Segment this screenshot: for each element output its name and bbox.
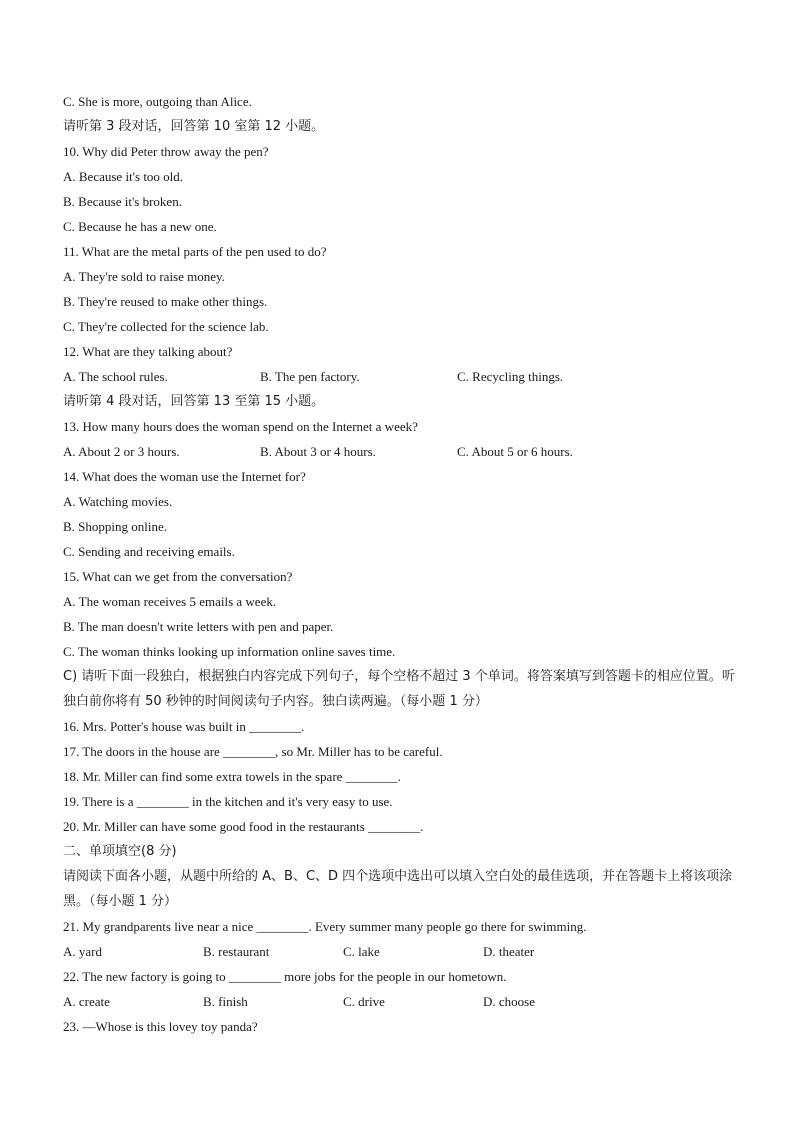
q19-sentence: 19. There is a ________ in the kitchen and it's very easy to use. <box>63 794 393 809</box>
q13-option-a: A. About 2 or 3 hours. <box>63 444 180 459</box>
q12-option-b: B. The pen factory. <box>260 369 360 384</box>
q13-options <box>63 439 743 464</box>
q14-option-b: B. Shopping online. <box>63 519 168 534</box>
section-2-instruction: 请阅读下面各小题，从题中所给的 A、B、C、D 四个选项中选出可以填入空白处的最佳选项，并在答题卡上将该项涂黑。（每小题 1 分） <box>63 869 733 909</box>
q11-question: 11. What are the metal parts of the pen used to do? <box>63 244 327 259</box>
q12-question: 12. What are they talking about? <box>63 344 233 359</box>
q12-option-a: A. The school rules. <box>63 369 168 384</box>
q21-options <box>63 939 743 964</box>
q14-option-a: A. Watching movies. <box>63 494 173 509</box>
exam-page <box>63 89 743 1039</box>
q13-option-b: B. About 3 or 4 hours. <box>260 444 376 459</box>
q15-question: 15. What can we get from the conversation? <box>63 569 293 584</box>
q21-option-b: B. restaurant <box>203 944 270 959</box>
q22-options <box>63 989 743 1014</box>
q22-option-d: D. choose <box>483 994 535 1009</box>
q11-option-c: C. They're collected for the science lab. <box>63 319 269 334</box>
q11-option-b: B. They're reused to make other things. <box>63 294 268 309</box>
q22-question: 22. The new factory is going to ________ more jobs for the people in our hometown. <box>63 969 507 984</box>
q21-option-a: A. yard <box>63 944 102 959</box>
q16-sentence: 16. Mrs. Potter's house was built in ________. <box>63 719 305 734</box>
q11-option-a: A. They're sold to raise money. <box>63 269 225 284</box>
q15-option-a: A. The woman receives 5 emails a week. <box>63 594 277 609</box>
q13-option-c: C. About 5 or 6 hours. <box>457 444 573 459</box>
q15-option-c: C. The woman thinks looking up information online saves time. <box>63 644 396 659</box>
q14-option-c: C. Sending and receiving emails. <box>63 544 235 559</box>
q12-option-c: C. Recycling things. <box>457 369 564 384</box>
q22-option-b: B. finish <box>203 994 248 1009</box>
q22-option-a: A. create <box>63 994 110 1009</box>
q13-question: 13. How many hours does the woman spend on the Internet a week? <box>63 419 418 434</box>
q12-options <box>63 364 743 389</box>
section-c-instruction: C) 请听下面一段独白，根据独白内容完成下列句子，每个空格不超过 3 个单词。将答案填写到答题卡的相应位置。听独白前你将有 50 秒钟的时间阅读句子内容。独白读两遍。（每小题 1 分） <box>63 669 735 709</box>
q23-question: 23. —Whose is this lovey toy panda? <box>63 1019 258 1034</box>
q10-question: 10. Why did Peter throw away the pen? <box>63 144 269 159</box>
q14-question: 14. What does the woman use the Internet for? <box>63 469 306 484</box>
q21-option-d: D. theater <box>483 944 535 959</box>
q10-option-c: C. Because he has a new one. <box>63 219 217 234</box>
q10-option-b: B. Because it's broken. <box>63 194 182 209</box>
q17-sentence: 17. The doors in the house are ________, so Mr. Miller has to be careful. <box>63 744 443 759</box>
q22-option-c: C. drive <box>343 994 385 1009</box>
q21-question: 21. My grandparents live near a nice ________. Every summer many people go there for swimming. <box>63 919 587 934</box>
q9-option-c: C. She is more, outgoing than Alice. <box>63 94 252 109</box>
dialogue-4-instruction: 请听第 4 段对话，回答第 13 至第 15 小题。 <box>63 394 325 409</box>
dialogue-3-instruction: 请听第 3 段对话，回答第 10 室第 12 小题。 <box>63 119 325 134</box>
q21-option-c: C. lake <box>343 944 380 959</box>
q20-sentence: 20. Mr. Miller can have some good food in the restaurants ________. <box>63 819 424 834</box>
q15-option-b: B. The man doesn't write letters with pen and paper. <box>63 619 334 634</box>
q10-option-a: A. Because it's too old. <box>63 169 184 184</box>
section-2-heading: 二、单项填空(8 分) <box>63 844 177 859</box>
q18-sentence: 18. Mr. Miller can find some extra towels in the spare ________. <box>63 769 401 784</box>
